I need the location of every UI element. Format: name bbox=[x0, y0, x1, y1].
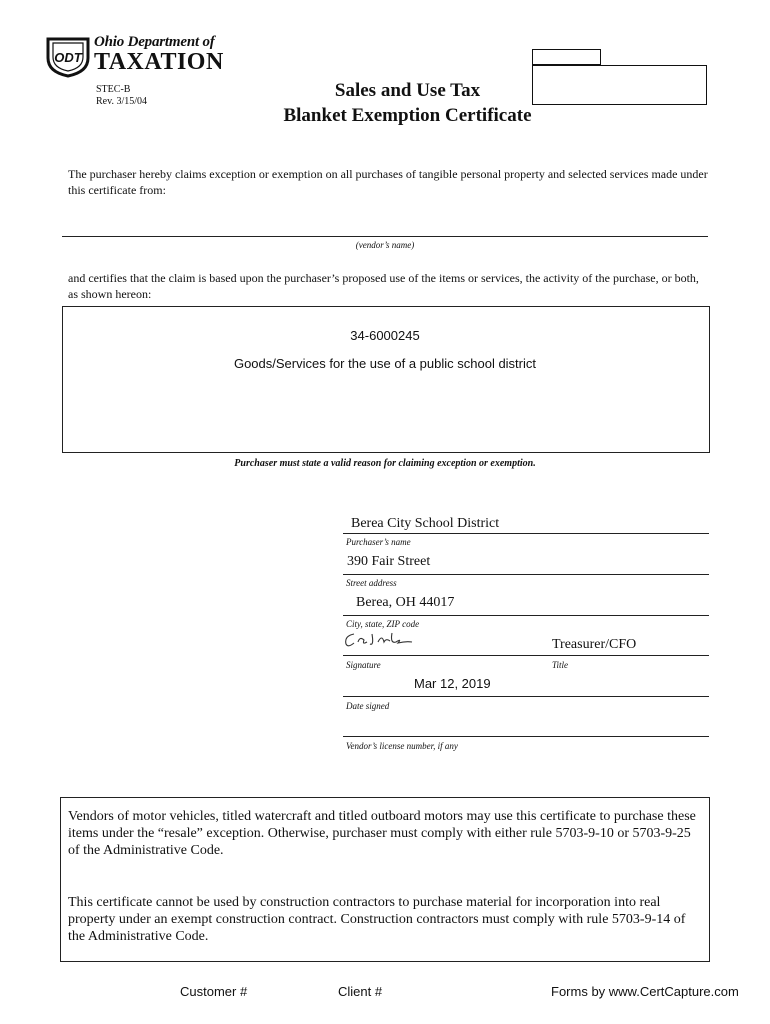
form-revision: Rev. 3/15/04 bbox=[96, 96, 148, 107]
street-value: 390 Fair Street bbox=[347, 554, 431, 569]
reason-note: Purchaser must state a valid reason for claiming exception or exemption. bbox=[234, 458, 536, 469]
title-value: Treasurer/CFO bbox=[552, 637, 637, 652]
purchaser-name-line bbox=[343, 533, 709, 534]
signature-label: Signature bbox=[346, 660, 381, 670]
title-line2: Blanket Exemption Certificate bbox=[283, 105, 532, 126]
purchaser-name-value: Berea City School District bbox=[351, 516, 500, 531]
title-label: Title bbox=[552, 660, 569, 670]
license-line bbox=[343, 736, 709, 737]
city-value: Berea, OH 44017 bbox=[356, 595, 455, 610]
agency-name-line1: Ohio Department of bbox=[94, 34, 215, 50]
date-line bbox=[343, 696, 709, 697]
agency-name-line2: TAXATION bbox=[94, 49, 224, 75]
notice-resale-text: Vendors of motor vehicles, titled watercraft and titled outboard motors may use this certificate to purchase these items under the “resale” exception. Otherwise, purchaser must comply with either rule 5703-9-10 or 5703-9-25 of the Administrative Code. bbox=[68, 809, 696, 858]
signature-line bbox=[343, 655, 709, 656]
form-identifier bbox=[96, 84, 147, 108]
vendor-name-label: (vendor’s name) bbox=[355, 240, 415, 250]
date-label: Date signed bbox=[346, 701, 390, 711]
street-line bbox=[343, 574, 709, 575]
signature-mark bbox=[340, 628, 420, 652]
street-label: Street address bbox=[346, 578, 397, 588]
vendor-name-line bbox=[62, 236, 708, 237]
reason-description: Goods/Services for the use of a public school district bbox=[233, 356, 537, 371]
purchaser-name-label: Purchaser’s name bbox=[346, 537, 411, 547]
intro-text: The purchaser hereby claims exception or exemption on all purchases of tangible personal property and selected services made under this certificate from: bbox=[68, 167, 708, 197]
office-use-box-large bbox=[532, 65, 707, 105]
city-label: City, state, ZIP code bbox=[346, 619, 420, 629]
certify-text: and certifies that the claim is based upon the purchaser’s proposed use of the items or services, the activity of the purchase, or both, as shown hereon: bbox=[68, 271, 699, 301]
license-label: Vendor’s license number, if any bbox=[346, 741, 458, 751]
customer-number-label: Customer # bbox=[180, 984, 248, 999]
odt-logo bbox=[44, 36, 92, 78]
logo-initials: ODT bbox=[54, 50, 82, 65]
reason-id-number: 34-6000245 bbox=[350, 328, 420, 343]
form-code: STEC-B bbox=[96, 84, 131, 95]
title-line1: Sales and Use Tax bbox=[334, 80, 481, 101]
date-value: Mar 12, 2019 bbox=[414, 676, 491, 691]
notice-contractor-text: This certificate cannot be used by construction contractors to purchase material for incorporation into real property under an exempt construction contract. Construction contractors must comply with rule 5703-9-14 of the Administrative Code. bbox=[68, 895, 686, 944]
client-number-label: Client # bbox=[338, 984, 383, 999]
office-use-box-small bbox=[532, 49, 601, 65]
certcapture-credit: Forms by www.CertCapture.com bbox=[551, 984, 739, 999]
city-line bbox=[343, 615, 709, 616]
